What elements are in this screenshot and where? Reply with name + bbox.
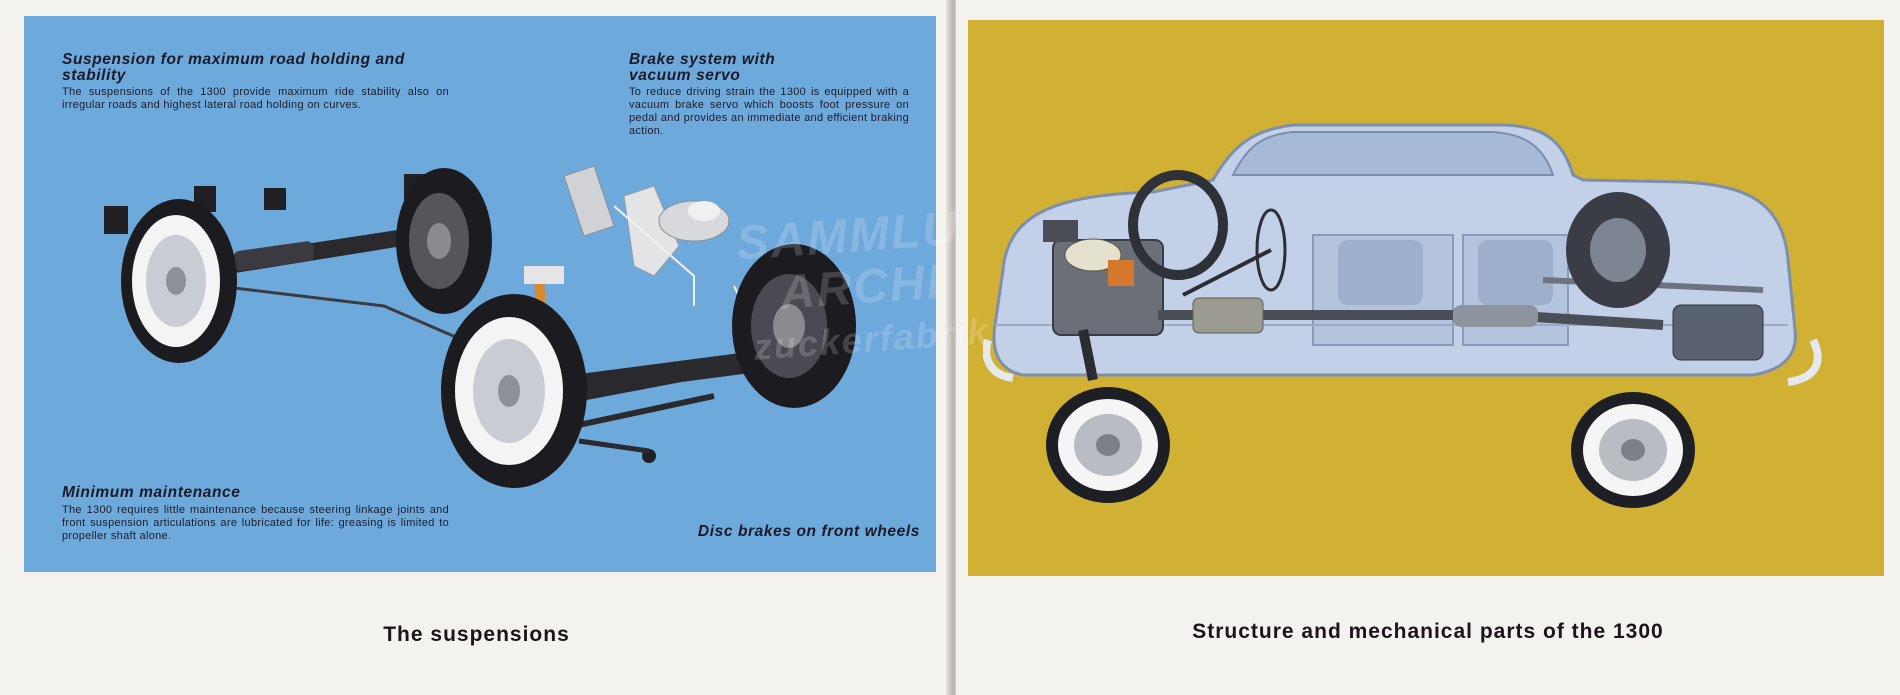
disc-brakes-heading: Disc brakes on front wheels <box>697 523 920 540</box>
car-cutaway-panel <box>968 20 1884 576</box>
rear-wheel <box>1571 392 1695 508</box>
right-page-caption: Structure and mechanical parts of the 1300 <box>1192 620 1664 643</box>
watermark-line-3: zuckerfabrik <box>752 310 991 368</box>
front-wheel <box>1046 387 1170 503</box>
rear-left-wheel <box>121 199 237 363</box>
watermark-line-2: ARCHI <box>778 255 944 320</box>
suspension-text: The suspensions of the 1300 provide maximum ride stability also on irregular roads and highest lateral road holding on curves. <box>62 86 449 111</box>
left-page-caption: The suspensions <box>383 623 570 646</box>
rear-right-wheel <box>396 168 492 314</box>
maintenance-heading: Minimum maintenance <box>62 484 241 501</box>
watermark-line-1: SAMMLU <box>734 202 961 271</box>
brake-heading: Brake system with vacuum servo <box>629 51 776 84</box>
brake-text: To reduce driving strain the 1300 is equipped with a vacuum brake servo which boosts foot pressure on pedal and provides an immediate and efficient braking action. <box>629 86 909 137</box>
rear-spare-wheel <box>1566 192 1670 308</box>
maintenance-text: The 1300 requires little maintenance because steering linkage joints and front suspension articulations are lubricated for life: greasing is limited to propeller shaft alone. <box>62 504 449 542</box>
front-left-wheel <box>441 294 587 488</box>
watermark <box>735 202 991 375</box>
car-cutaway-illustration <box>983 120 1873 530</box>
right-page <box>956 0 1900 695</box>
brake-servo-assembly <box>564 166 754 326</box>
suspension-heading: Suspension for maximum road holding and stability <box>62 51 405 84</box>
